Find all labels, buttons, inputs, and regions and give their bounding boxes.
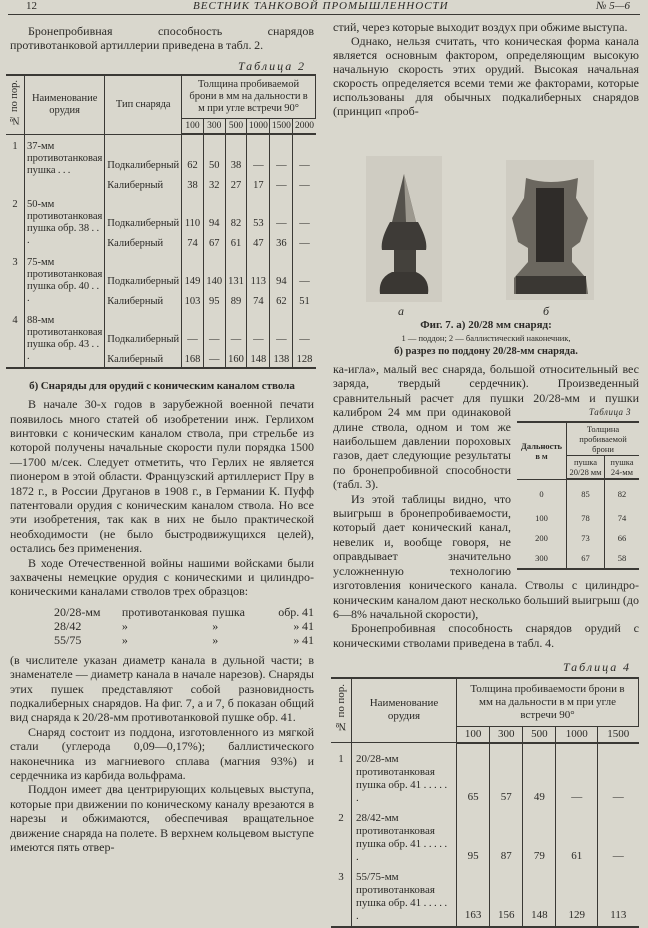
penetration-value: — (203, 309, 225, 347)
penetration-value: 53 (247, 193, 270, 231)
gun-list-cell: » 41 (293, 618, 315, 633)
penetration-value: — (182, 309, 204, 347)
penetration-value: — (293, 134, 316, 173)
penetration-value: 57 (490, 743, 523, 809)
penetration-value: 17 (247, 173, 270, 193)
shell-type: Подкалиберный (105, 251, 182, 289)
issue-number: № 5—6 (596, 0, 630, 12)
figure-caption (333, 319, 639, 358)
gun-name: 75-мм противотанковая пушка обр. 40 . . . (25, 251, 105, 309)
gun-list-item (54, 605, 314, 619)
range-header: 1000 (247, 119, 270, 135)
paragraph: Однако, нельзя считать, что коническая форма канала является основным фактором, определяющим высокую начальную скорость этих орудий. Высокая начальная скорость определяется всеми теми же факторами, которые использованы для обычных подкалиберных снарядов (принцип «проб- (333, 34, 639, 118)
penetration-value: — (293, 309, 316, 347)
penetration-value: — (293, 173, 316, 193)
table-row (6, 134, 316, 173)
col-header-thickness: Толщина пробиваемой брони в мм на дальности в м при угле встречи 90° (182, 75, 316, 119)
penetration-value: — (556, 743, 598, 809)
projectile-photo-a (366, 156, 442, 302)
shell-type: Подкалиберный (105, 309, 182, 347)
col-header-name: Наименование орудия (25, 75, 105, 134)
range-header: 100 (457, 726, 490, 743)
penetration-value: 73 (567, 528, 605, 548)
table-row (517, 528, 639, 548)
section-heading: б) Снаряды для орудий с коническим каналом ствола (29, 379, 295, 392)
col-header-type: Тип снаряда (105, 75, 182, 134)
penetration-value: — (203, 347, 225, 368)
penetration-value: 82 (225, 193, 247, 231)
table3-block (517, 406, 639, 570)
penetration-value: 38 (182, 173, 204, 193)
journal-title: ВЕСТНИК ТАНКОВОЙ ПРОМЫШЛЕННОСТИ (193, 0, 449, 12)
penetration-value: 94 (203, 193, 225, 231)
penetration-value: 82 (604, 479, 639, 508)
table-row (6, 193, 316, 231)
paragraph: В начале 30-х годов в зарубежной военной печати появилось много статей об изобретении инж. Герлихом винтовки с коническим каналом ствола, при стрельбе из которой получены начальные скорости пули порядка 1500—1700 м/сек. Следует отметить, что Герлих не является пионером в этой области. Французский артиллерист Пру в 1872 г., в России Друганов в 1908 г., в Германии К. Пуфф патентовали орудия с коническим каналом ствола. Но все эти изобретения, так как в них не было практической необходимости (не было быстродвижущихся целей), остались без применения. (10, 397, 314, 556)
gun-name: 28/42-мм противотанковая пушка обр. 41 . . . . . . (352, 808, 457, 867)
gun-list-cell: » (212, 632, 219, 647)
gun-list-cell: противотанковая (121, 604, 208, 619)
gun-list (54, 605, 314, 647)
range-value: 300 (517, 548, 567, 569)
gun-index: 4 (6, 309, 25, 368)
penetration-value: — (270, 309, 293, 347)
gun-index: 1 (331, 743, 352, 809)
penetration-value: — (293, 251, 316, 289)
penetration-value: 32 (203, 173, 225, 193)
gun-index: 3 (331, 867, 352, 927)
range-header: 500 (225, 119, 247, 135)
penetration-value: — (598, 808, 639, 867)
gun-list-cell: 28/42 (54, 618, 82, 633)
range-header: 1500 (598, 726, 639, 743)
penetration-value: 62 (182, 134, 204, 173)
gun-name: 88-мм противотанковая пушка обр. 43 . . . (25, 309, 105, 368)
range-header: 2000 (293, 119, 316, 135)
figure-label-b: б (543, 304, 550, 318)
paragraph: Бронепробивная способность снарядов орудий с коническими стволами приведена в табл. 4. (333, 621, 639, 650)
table-row (6, 251, 316, 289)
paragraph: Снаряд состоит из поддона, изготовленного из мягкой стали (углерода 0,09—0,17%); баллистического наконечника из магниевого сплава (магния 93%) и сердечника из карбида вольфрама. (10, 724, 314, 783)
range-header: 300 (203, 119, 225, 135)
shell-type: Калиберный (105, 289, 182, 309)
gun-name: 20/28-мм противотанковая пушка обр. 41 . . . . . . (352, 743, 457, 809)
page-number: 12 (26, 0, 37, 12)
penetration-value: 156 (490, 867, 523, 927)
penetration-value: 67 (203, 231, 225, 251)
penetration-value: — (270, 134, 293, 173)
penetration-value: 94 (270, 251, 293, 289)
penetration-value: 78 (567, 508, 605, 528)
penetration-value: 110 (182, 193, 204, 231)
shell-type: Калиберный (105, 231, 182, 251)
table-row (331, 867, 639, 927)
gun-list-cell: пушка (212, 604, 245, 619)
penetration-value: 49 (523, 743, 556, 809)
gun-list-cell: » (121, 632, 128, 647)
gun-list-cell: » 41 (293, 632, 315, 647)
projectile-section-photo-b (506, 160, 594, 300)
penetration-value: 74 (247, 289, 270, 309)
col-header-index: № по пор. (334, 684, 347, 733)
table-4 (331, 677, 639, 928)
penetration-value: 168 (182, 347, 204, 368)
table-row (331, 743, 639, 809)
range-header: 300 (490, 726, 523, 743)
gun-name: 37-мм противотанковая пушка . . . (25, 134, 105, 193)
range-value: 100 (517, 508, 567, 528)
penetration-value: 87 (490, 808, 523, 867)
table-3 (517, 421, 639, 570)
paragraph: ка-игла», малый вес снаряда, большой относительный вес заряда, твердый сердечник). Произведенный сравнительный расчет для пушки 20/28-мм и пушки калибром 24 мм при одинаковой длине ствола, одном и том же наибольшем давлении пороховых газов, дает следующие результаты по бронепробивной способности (табл. 3). (333, 362, 639, 492)
penetration-value: 113 (598, 867, 639, 927)
range-header: 1000 (556, 726, 598, 743)
gun-name: 55/75-мм противотанковая пушка обр. 41 . . . . . . (352, 867, 457, 927)
penetration-value: 36 (270, 231, 293, 251)
gun-list-cell: » (212, 618, 219, 633)
penetration-value: 62 (270, 289, 293, 309)
penetration-value: 47 (247, 231, 270, 251)
col-header-thickness: Толщина пробиваемой брони (567, 422, 639, 456)
gun-list-item (54, 633, 314, 647)
gun-index: 3 (6, 251, 25, 309)
caption-line: Фиг. 7. а) 20/28 мм снаряд: (420, 319, 552, 331)
gun-list-cell: » (121, 618, 128, 633)
table-row (517, 508, 639, 528)
penetration-value: — (247, 309, 270, 347)
penetration-value: 95 (457, 808, 490, 867)
table-2 (6, 74, 316, 369)
shell-type: Подкалиберный (105, 134, 182, 173)
gun-index: 2 (331, 808, 352, 867)
penetration-value: 27 (225, 173, 247, 193)
figure-label-a: а (398, 304, 404, 318)
penetration-value: 61 (556, 808, 598, 867)
penetration-value: — (270, 173, 293, 193)
paragraph: Бронепробивная способность снарядов противотанковой артиллерии приведена в табл. 2. (10, 24, 314, 53)
table-row (517, 479, 639, 508)
gun-list-cell: обр. 41 (278, 604, 315, 619)
table-row (6, 309, 316, 347)
penetration-value: 79 (523, 808, 556, 867)
paragraph: Поддон имеет два центрирующих кольцевых выступа, которые при движении по коническому каналу врезаются в нарезы и обжимаются, обеспечивая вращательное движение снаряда на полете. В верхнем кольцевом выступе имеются пять отвер- (10, 782, 314, 855)
penetration-value: — (247, 134, 270, 173)
penetration-value: 103 (182, 289, 204, 309)
penetration-value: 140 (203, 251, 225, 289)
range-header: 1500 (270, 119, 293, 135)
range-value: 0 (517, 479, 567, 508)
paragraph: В ходе Отечественной войны нашими войсками были захвачены немецкие орудия с коническими и цилиндро-коническими каналами стволов трех образцов: (10, 555, 314, 599)
shell-type: Калиберный (105, 347, 182, 368)
penetration-value: — (293, 193, 316, 231)
penetration-value: 163 (457, 867, 490, 927)
gun-list-cell: 20/28-мм (54, 604, 101, 619)
table-row (331, 808, 639, 867)
col-header-gun2: пушка 24-мм (604, 456, 639, 480)
penetration-value: 74 (604, 508, 639, 528)
col-header-name: Наименование орудия (352, 678, 457, 743)
paragraph: (в числителе указан диаметр канала в дульной части; в знаменателе — диаметр канала в начале нарезов). Снаряды этих пушек представляют собой разновидность подкалиберных снарядов. На фиг. 7, а и 7, б показан общий вид снаряда к 20/28-мм противотанковой пушке обр. 41. (10, 652, 314, 725)
penetration-value: 129 (556, 867, 598, 927)
paragraph: стий, через которые выходит воздух при обжиме выступа. (333, 20, 628, 34)
penetration-value: — (598, 743, 639, 809)
paragraph: Из этой таблицы видно, что выигрыш в бронепробиваемости, который дает конический канал, невелик и, вообще говоря, не оправдывает значительно усложненную технологию изготовления конического канала. Стволы с цилиндро-коническим каналом дают несколько больший выигрыш (до 6—8% начальной скорости), (333, 491, 639, 621)
range-value: 200 (517, 528, 567, 548)
shell-type: Подкалиберный (105, 193, 182, 231)
penetration-value: 51 (293, 289, 316, 309)
penetration-value: 65 (457, 743, 490, 809)
penetration-value: — (225, 309, 247, 347)
caption-line: 1 — поддон; 2 — баллистический наконечник, (401, 333, 571, 343)
gun-list-cell: 55/75 (54, 632, 82, 647)
penetration-value: 85 (567, 479, 605, 508)
penetration-value: 148 (247, 347, 270, 368)
table4-caption: Таблица 4 (562, 660, 631, 675)
range-header: 500 (523, 726, 556, 743)
col-header-range: Дальность в м (517, 422, 567, 479)
gun-list-item (54, 619, 314, 633)
penetration-value: — (293, 231, 316, 251)
shell-type: Калиберный (105, 173, 182, 193)
col-header-thickness: Толщина пробиваемости брони в мм на дальности в м при угле встречи 90° (457, 678, 639, 727)
penetration-value: 149 (182, 251, 204, 289)
penetration-value: — (270, 193, 293, 231)
right-column-top (333, 20, 639, 118)
penetration-value: 50 (203, 134, 225, 173)
penetration-value: 160 (225, 347, 247, 368)
penetration-value: 148 (523, 867, 556, 927)
penetration-value: 38 (225, 134, 247, 173)
table-row (517, 548, 639, 569)
penetration-value: 66 (604, 528, 639, 548)
gun-name: 50-мм противотанковая пушка обр. 38 . . . (25, 193, 105, 251)
penetration-value: 74 (182, 231, 204, 251)
col-header-gun1: пушка 20/28 мм (567, 456, 605, 480)
penetration-value: 131 (225, 251, 247, 289)
range-header: 100 (182, 119, 204, 135)
penetration-value: 95 (203, 289, 225, 309)
penetration-value: 128 (293, 347, 316, 368)
running-head (8, 0, 640, 15)
penetration-value: 89 (225, 289, 247, 309)
table3-caption: Таблица 3 (589, 407, 631, 417)
gun-index: 2 (6, 193, 25, 251)
table2-caption: Таблица 2 (237, 58, 306, 73)
penetration-value: 67 (567, 548, 605, 569)
gun-index: 1 (6, 134, 25, 193)
penetration-value: 58 (604, 548, 639, 569)
left-column (10, 24, 314, 855)
right-column-bottom (333, 362, 639, 928)
caption-line: б) разрез по поддону 20/28-мм снаряда. (394, 346, 578, 357)
penetration-value: 138 (270, 347, 293, 368)
penetration-value: 113 (247, 251, 270, 289)
penetration-value: 61 (225, 231, 247, 251)
col-header-index: № по пор. (9, 80, 20, 126)
